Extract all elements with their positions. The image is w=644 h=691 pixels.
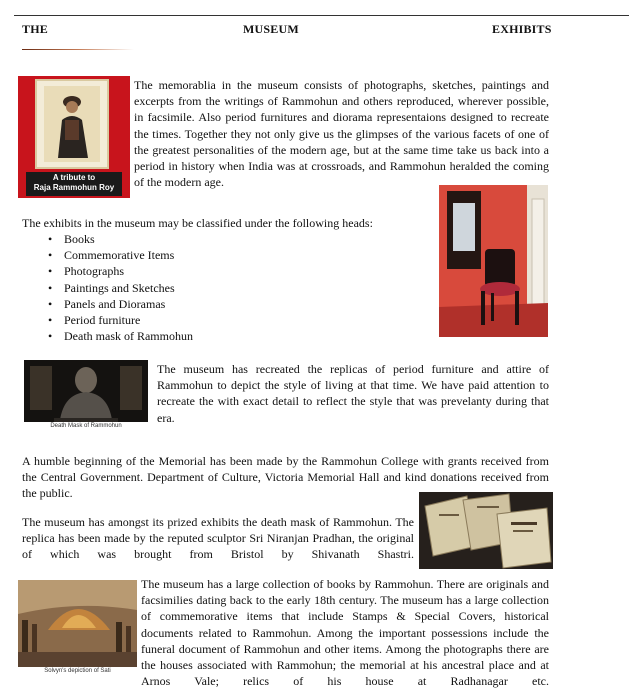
- list-item: • Paintings and Sketches: [22, 280, 382, 296]
- death-mask-paragraph: The museum has amongst its prized exhibits the death mask of Rammohun. The replica has been made by the reputed sculptor Sri Niranjan Pradhan, the original of which was brought from Bristol by Shivanath Shastri.: [22, 515, 414, 562]
- replicas-paragraph: The museum has recreated the replicas of period furniture and attire of Rammohun to depict the style of living at that time. We have paid attention to recreate the with exact detail to reflect the style that was prevelanty during that era.: [157, 362, 549, 425]
- list-item: • Panels and Dioramas: [22, 296, 382, 312]
- list-item: • Books: [22, 231, 382, 247]
- death-mask-image: [24, 360, 148, 430]
- sati-image: [18, 580, 137, 678]
- header-right: EXHIBITS: [492, 22, 552, 36]
- period-furniture-graphic: [439, 185, 548, 337]
- top-rule: [14, 15, 629, 16]
- tribute-caption-line1: A tribute to: [52, 173, 96, 182]
- list-item: • Death mask of Rammohun: [22, 328, 382, 344]
- header-left: THE: [22, 22, 48, 36]
- sati-caption: Solvyn's depiction of Sati: [44, 668, 111, 674]
- classification-intro: The exhibits in the museum may be classified under the following heads:: [22, 216, 373, 230]
- bust-graphic: [24, 360, 148, 422]
- chair-image: [439, 185, 548, 337]
- sati-painting-graphic: [18, 580, 137, 667]
- books-image: [419, 492, 553, 569]
- tribute-image: [18, 76, 130, 198]
- list-item: • Photographs: [22, 263, 382, 279]
- list-item: • Period furniture: [22, 312, 382, 328]
- header-center: MUSEUM: [243, 22, 299, 36]
- exhibit-categories-list: [22, 231, 382, 344]
- collection-paragraph: The museum has a large collection of books by Rammohun. There are originals and facsimilies dating back to the early 18th century. The museum has a large collection of commemorative items that include Stamps & Special Covers, historical documents related to Rammohun. Among the important possessions include the funeral document of Rammohun and other items. Among the photographs there are the houses associated with Rammohun; the memorial at his ancestral place and at Arnos Vale; relics of his house at Radhanagar etc.: [141, 577, 549, 689]
- list-item: • Commemorative Items: [22, 247, 382, 263]
- tribute-caption-line2: Raja Rammohun Roy: [33, 183, 115, 192]
- beginning-paragraph: A humble beginning of the Memorial has been made by the Rammohun College with grants received from the Central Government. Department of Culture, Victoria Memorial Hall and kind donations received from the public.: [22, 454, 549, 501]
- header-underline: [22, 49, 134, 50]
- intro-paragraph: The memorablia in the museum consists of photographs, sketches, paintings and excerpts from the writings of Rammohun and others reproduced, wherever possible, in facsimile. Also period furnitures and diorama representaions designed to recreate the times. Together they not only give us the glimpses of the various facets of one of the greatest personalities of the modern age, but at the same time take us back into a period in history when India was at crossroads, and Rammohun heralded the coming of the modern age.: [134, 78, 549, 190]
- books-graphic: [419, 492, 553, 569]
- death-mask-caption: Death Mask of Rammohun: [50, 423, 122, 429]
